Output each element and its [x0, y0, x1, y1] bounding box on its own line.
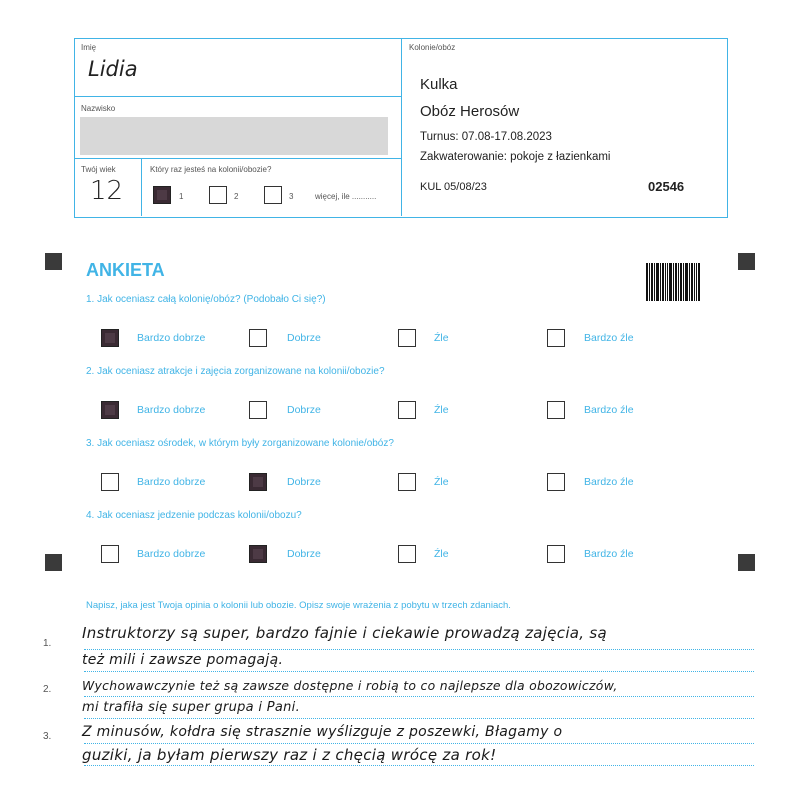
opinion-handwriting-2b: mi trafiła się super grupa i Pani.: [82, 700, 301, 715]
times-option-1-checkbox[interactable]: [153, 186, 171, 204]
question-4-text: 4. Jak oceniasz jedzenie podczas kolonii/obozu?: [86, 510, 302, 521]
question-2-option-2-label: Dobrze: [287, 404, 321, 416]
opinion-number-2: 2.: [43, 684, 52, 695]
question-4-option-3-label: Źle: [434, 548, 449, 560]
registration-marker-bottom-left: [45, 554, 62, 571]
age-value: 12: [90, 176, 124, 206]
opinion-number-1: 1.: [43, 638, 52, 649]
opinion-handwriting-1b: też mili i zawsze pomagają.: [82, 652, 284, 668]
question-2-option-1-checkbox[interactable]: [101, 401, 119, 419]
question-3-option-1-checkbox[interactable]: [101, 473, 119, 491]
opinion-number-3: 3.: [43, 731, 52, 742]
question-1-option-1-checkbox[interactable]: [101, 329, 119, 347]
question-1-option-3-checkbox[interactable]: [398, 329, 416, 347]
question-2-option-1-label: Bardzo dobrze: [137, 404, 206, 416]
opinion-handwriting-3b: guziki, ja byłam pierwszy raz i z chęcią wrócę za rok!: [82, 746, 497, 764]
question-3-option-2-checkbox[interactable]: [249, 473, 267, 491]
opinion-line-3b: [84, 765, 754, 766]
question-4-option-2-label: Dobrze: [287, 548, 321, 560]
question-4-option-1-checkbox[interactable]: [101, 545, 119, 563]
barcode: [646, 263, 700, 301]
header-divider-name: [74, 96, 401, 97]
registration-marker-bottom-right: [738, 554, 755, 571]
header-divider-age: [141, 158, 142, 216]
header-divider-surname: [74, 158, 401, 159]
accommodation: Zakwaterowanie: pokoje z łazienkami: [420, 151, 611, 163]
camp-name: Kulka: [420, 76, 458, 93]
question-1-option-2-checkbox[interactable]: [249, 329, 267, 347]
times-option-3-checkbox[interactable]: [264, 186, 282, 204]
question-1-option-1-label: Bardzo dobrze: [137, 332, 206, 344]
opinion-handwriting-1a: Instruktorzy są super, bardzo fajnie i ciekawie prowadzą zajęcia, są: [82, 624, 608, 642]
question-4-option-4-checkbox[interactable]: [547, 545, 565, 563]
question-4-option-3-checkbox[interactable]: [398, 545, 416, 563]
question-3-option-3-checkbox[interactable]: [398, 473, 416, 491]
name-value: Lidia: [88, 57, 138, 81]
question-2-text: 2. Jak oceniasz atrakcje i zajęcia zorganizowane na kolonii/obozie?: [86, 366, 385, 377]
question-4-option-4-label: Bardzo źle: [584, 548, 634, 560]
survey-title: ANKIETA: [86, 260, 165, 280]
registration-marker-top-left: [45, 253, 62, 270]
question-1-text: 1. Jak oceniasz całą kolonię/obóz? (Podobało Ci się?): [86, 294, 326, 305]
question-2-option-4-checkbox[interactable]: [547, 401, 565, 419]
opinion-handwriting-2a: Wychowawczynie też są zawsze dostępne i robią to co najlepsze dla obozowiczów,: [82, 678, 618, 693]
times-option-2-label: 2: [234, 192, 239, 201]
question-2-option-3-label: Źle: [434, 404, 449, 416]
times-option-1-label: 1: [179, 192, 184, 201]
times-more-label: więcej, ile ...........: [315, 192, 377, 201]
opinion-line-2b: [84, 718, 754, 719]
header-divider-vertical: [401, 38, 402, 216]
question-2-option-4-label: Bardzo źle: [584, 404, 634, 416]
opinion-line-2a: [84, 696, 754, 697]
question-3-text: 3. Jak oceniasz ośrodek, w którym były zorganizowane kolonie/obóz?: [86, 438, 394, 449]
registration-marker-top-right: [738, 253, 755, 270]
question-1-option-4-checkbox[interactable]: [547, 329, 565, 347]
question-1-option-4-label: Bardzo źle: [584, 332, 634, 344]
name-label: Imię: [81, 43, 97, 52]
question-3-option-4-label: Bardzo źle: [584, 476, 634, 488]
opinion-prompt: Napisz, jaka jest Twoja opinia o kolonii lub obozie. Opisz swoje wrażenia z pobytu w trzech zdaniach.: [86, 600, 511, 611]
camp-subtitle: Obóz Herosów: [420, 103, 520, 120]
code-left: KUL 05/08/23: [420, 181, 487, 193]
question-2-option-2-checkbox[interactable]: [249, 401, 267, 419]
question-4-option-2-checkbox[interactable]: [249, 545, 267, 563]
surname-redacted: [80, 117, 388, 155]
question-1-option-3-label: Źle: [434, 332, 449, 344]
opinion-line-3a: [84, 743, 754, 744]
times-label: Który raz jesteś na kolonii/obozie?: [150, 165, 272, 174]
question-3-option-4-checkbox[interactable]: [547, 473, 565, 491]
turnus: Turnus: 07.08-17.08.2023: [420, 131, 552, 143]
age-label: Twój wiek: [81, 165, 116, 174]
code-right: 02546: [648, 179, 685, 194]
times-option-3-label: 3: [289, 192, 294, 201]
times-option-2-checkbox[interactable]: [209, 186, 227, 204]
opinion-handwriting-3a: Z minusów, kołdra się strasznie wyślizguje z poszewki, Błagamy o: [82, 724, 563, 740]
question-1-option-2-label: Dobrze: [287, 332, 321, 344]
camp-label: Kolonie/obóz: [409, 43, 456, 52]
question-3-option-3-label: Źle: [434, 476, 449, 488]
question-2-option-3-checkbox[interactable]: [398, 401, 416, 419]
question-3-option-2-label: Dobrze: [287, 476, 321, 488]
question-4-option-1-label: Bardzo dobrze: [137, 548, 206, 560]
opinion-line-1a: [84, 649, 754, 650]
question-3-option-1-label: Bardzo dobrze: [137, 476, 206, 488]
opinion-line-1b: [84, 671, 754, 672]
surname-label: Nazwisko: [81, 104, 116, 113]
